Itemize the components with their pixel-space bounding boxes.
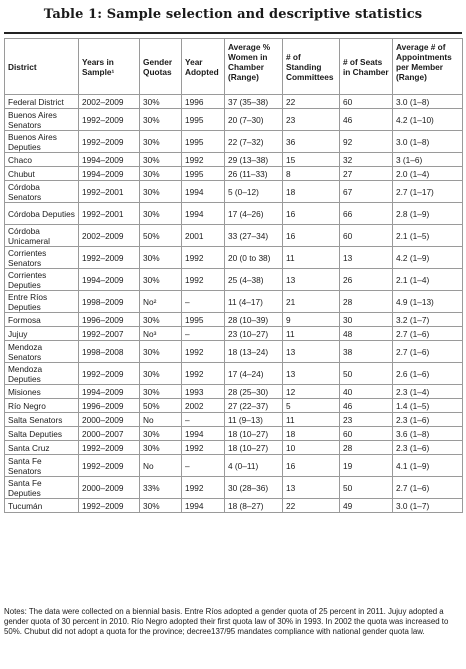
cell-district: Tucumán [5,499,79,513]
cell-years: 1992–2009 [79,499,140,513]
table-row [5,291,463,313]
cell-average-women: 28 (10–39) [225,313,283,327]
cell-years: 2000–2009 [79,477,140,499]
cell-gender-quota: 30% [140,131,182,153]
cell-years: 1996–2009 [79,313,140,327]
cell-seats: 60 [340,95,393,109]
cell-seats: 19 [340,455,393,477]
cell-year-adopted: 1992 [182,363,225,385]
cell-appointments: 3.0 (1–7) [393,499,463,513]
table-row [5,399,463,413]
table-row [5,313,463,327]
cell-gender-quota: 50% [140,399,182,413]
cell-district: Salta Deputies [5,427,79,441]
cell-committees: 16 [283,225,340,247]
cell-district: Buenos Aires Deputies [5,131,79,153]
cell-average-women: 17 (4–26) [225,203,283,225]
cell-year-adopted: – [182,291,225,313]
cell-seats: 60 [340,225,393,247]
cell-year-adopted: 1992 [182,477,225,499]
cell-committees: 13 [283,363,340,385]
table-row [5,269,463,291]
cell-average-women: 33 (27–34) [225,225,283,247]
cell-district: Jujuy [5,327,79,341]
cell-year-adopted: 1994 [182,181,225,203]
table-row [5,225,463,247]
cell-committees: 13 [283,269,340,291]
cell-seats: 49 [340,499,393,513]
cell-committees: 11 [283,413,340,427]
cell-gender-quota: No [140,413,182,427]
cell-seats: 50 [340,363,393,385]
cell-gender-quota: 30% [140,385,182,399]
cell-committees: 11 [283,327,340,341]
cell-district: Santa Fe Deputies [5,477,79,499]
cell-seats: 40 [340,385,393,399]
cell-seats: 13 [340,247,393,269]
table-row [5,247,463,269]
cell-average-women: 29 (13–38) [225,153,283,167]
cell-committees: 9 [283,313,340,327]
cell-gender-quota: 30% [140,181,182,203]
cell-committees: 8 [283,167,340,181]
cell-seats: 46 [340,399,393,413]
cell-years: 1992–2001 [79,181,140,203]
cell-seats: 27 [340,167,393,181]
table-row [5,153,463,167]
cell-appointments: 4.2 (1–9) [393,247,463,269]
cell-year-adopted: 1995 [182,313,225,327]
cell-committees: 18 [283,427,340,441]
cell-average-women: 18 (8–27) [225,499,283,513]
cell-years: 1992–2009 [79,363,140,385]
cell-years: 1992–2009 [79,131,140,153]
table-row [5,455,463,477]
cell-seats: 46 [340,109,393,131]
table-row [5,167,463,181]
cell-gender-quota: 30% [140,427,182,441]
cell-year-adopted: 1992 [182,153,225,167]
cell-appointments: 3.2 (1–7) [393,313,463,327]
cell-appointments: 3.0 (1–8) [393,131,463,153]
header-years: Years in Sample¹ [79,39,140,95]
table-row [5,131,463,153]
cell-years: 1994–2009 [79,167,140,181]
cell-committees: 10 [283,441,340,455]
cell-committees: 23 [283,109,340,131]
cell-appointments: 3.0 (1–8) [393,95,463,109]
cell-gender-quota: 30% [140,441,182,455]
header-year-adopted: Year Adopted [182,39,225,95]
table-row [5,441,463,455]
header-seats: # of Seats in Chamber [340,39,393,95]
cell-years: 1994–2009 [79,385,140,399]
cell-average-women: 22 (7–32) [225,131,283,153]
table-row [5,203,463,225]
cell-year-adopted: 2001 [182,225,225,247]
cell-seats: 48 [340,327,393,341]
cell-appointments: 4.1 (1–9) [393,455,463,477]
cell-average-women: 4 (0–11) [225,455,283,477]
cell-years: 1992–2009 [79,455,140,477]
cell-average-women: 18 (10–27) [225,441,283,455]
cell-gender-quota: 30% [140,341,182,363]
cell-district: Salta Senators [5,413,79,427]
table-notes [4,607,462,638]
cell-committees: 13 [283,341,340,363]
cell-appointments: 2.6 (1–6) [393,363,463,385]
cell-appointments: 4.2 (1–10) [393,109,463,131]
cell-district: Corrientes Deputies [5,269,79,291]
table-row [5,413,463,427]
cell-year-adopted: 1994 [182,203,225,225]
cell-gender-quota: No [140,455,182,477]
table-title: Table 1: Sample selection and descriptive statistics [43,7,423,22]
cell-appointments: 4.9 (1–13) [393,291,463,313]
table-row [5,385,463,399]
cell-appointments: 2.3 (1–6) [393,441,463,455]
cell-gender-quota: 30% [140,269,182,291]
cell-gender-quota: 30% [140,203,182,225]
cell-committees: 18 [283,181,340,203]
cell-seats: 67 [340,181,393,203]
cell-average-women: 20 (7–30) [225,109,283,131]
cell-years: 1992–2007 [79,327,140,341]
cell-appointments: 2.1 (1–5) [393,225,463,247]
table-row [5,499,463,513]
cell-district: Chubut [5,167,79,181]
cell-seats: 60 [340,427,393,441]
header-appointments: Average # of Appointments per Member (Range) [393,39,463,95]
header-gender-quotas: Gender Quotas [140,39,182,95]
cell-years: 2000–2007 [79,427,140,441]
cell-district: Corrientes Senators [5,247,79,269]
cell-average-women: 28 (25–30) [225,385,283,399]
cell-years: 1998–2009 [79,291,140,313]
cell-average-women: 37 (35–38) [225,95,283,109]
table-row [5,327,463,341]
cell-appointments: 1.4 (1–5) [393,399,463,413]
notes-text: Notes: The data were collected on a biennial basis. Entre Ríos adopted a gender quota of 25 percent in 2011. Jujuy adopted a gender quota of 30 percent in 2010. Río Negro adopted their first quota law of 30% in 1993. In 2002 the quota was increased to 50%. Chubut did not adopt a quota for the province; decree137/95 mandates compliance with national gender quota law. [4,607,449,637]
header-average-women: Average % Women in Chamber (Range) [225,39,283,95]
cell-committees: 16 [283,455,340,477]
cell-district: Formosa [5,313,79,327]
cell-appointments: 2.3 (1–6) [393,413,463,427]
cell-years: 1998–2008 [79,341,140,363]
cell-appointments: 2.7 (1–17) [393,181,463,203]
cell-seats: 92 [340,131,393,153]
cell-district: Chaco [5,153,79,167]
header-district: District [5,39,79,95]
cell-average-women: 27 (22–37) [225,399,283,413]
cell-district: Córdoba Deputies [5,203,79,225]
cell-committees: 12 [283,385,340,399]
cell-average-women: 18 (10–27) [225,427,283,441]
cell-seats: 26 [340,269,393,291]
cell-seats: 30 [340,313,393,327]
table-row [5,341,463,363]
cell-year-adopted: 1992 [182,341,225,363]
cell-gender-quota: 30% [140,153,182,167]
cell-district: Mendoza Senators [5,341,79,363]
cell-gender-quota: 30% [140,109,182,131]
cell-district: Córdoba Unicameral [5,225,79,247]
table-row [5,181,463,203]
cell-year-adopted: – [182,327,225,341]
top-rule [4,32,462,34]
cell-year-adopted: 1992 [182,247,225,269]
cell-committees: 16 [283,203,340,225]
cell-years: 1994–2009 [79,153,140,167]
cell-years: 2002–2009 [79,95,140,109]
cell-gender-quota: 30% [140,167,182,181]
cell-district: Río Negro [5,399,79,413]
table-row [5,477,463,499]
cell-years: 1992–2009 [79,441,140,455]
cell-committees: 22 [283,499,340,513]
cell-committees: 15 [283,153,340,167]
cell-gender-quota: 30% [140,499,182,513]
cell-appointments: 2.0 (1–4) [393,167,463,181]
cell-seats: 38 [340,341,393,363]
cell-gender-quota: 30% [140,95,182,109]
cell-committees: 36 [283,131,340,153]
cell-committees: 22 [283,95,340,109]
cell-years: 1992–2009 [79,247,140,269]
cell-years: 1994–2009 [79,269,140,291]
table-row [5,109,463,131]
cell-appointments: 2.1 (1–4) [393,269,463,291]
cell-gender-quota: No³ [140,327,182,341]
table-body [5,95,463,513]
cell-years: 1992–2001 [79,203,140,225]
cell-year-adopted: – [182,455,225,477]
cell-district: Santa Cruz [5,441,79,455]
cell-seats: 28 [340,441,393,455]
statistics-table [4,38,463,513]
cell-year-adopted: 1994 [182,427,225,441]
cell-year-adopted: 1996 [182,95,225,109]
cell-appointments: 2.3 (1–4) [393,385,463,399]
cell-average-women: 26 (11–33) [225,167,283,181]
cell-average-women: 23 (10–27) [225,327,283,341]
cell-years: 1996–2009 [79,399,140,413]
cell-seats: 66 [340,203,393,225]
cell-year-adopted: 1995 [182,109,225,131]
cell-district: Entre Ríos Deputies [5,291,79,313]
cell-year-adopted: 1994 [182,499,225,513]
table-header-row [5,39,463,95]
cell-district: Mendoza Deputies [5,363,79,385]
cell-committees: 11 [283,247,340,269]
cell-seats: 23 [340,413,393,427]
cell-appointments: 3.6 (1–8) [393,427,463,441]
cell-appointments: 3 (1–6) [393,153,463,167]
cell-year-adopted: 1995 [182,167,225,181]
cell-seats: 32 [340,153,393,167]
cell-average-women: 11 (4–17) [225,291,283,313]
cell-district: Buenos Aires Senators [5,109,79,131]
cell-average-women: 5 (0–12) [225,181,283,203]
cell-district: Santa Fe Senators [5,455,79,477]
cell-appointments: 2.8 (1–9) [393,203,463,225]
cell-district: Córdoba Senators [5,181,79,203]
cell-years: 2000–2009 [79,413,140,427]
header-committees: # of Standing Committees [283,39,340,95]
cell-district: Federal District [5,95,79,109]
cell-gender-quota: No² [140,291,182,313]
cell-gender-quota: 30% [140,313,182,327]
cell-seats: 28 [340,291,393,313]
table-row [5,363,463,385]
cell-years: 1992–2009 [79,109,140,131]
cell-average-women: 20 (0 to 38) [225,247,283,269]
cell-appointments: 2.7 (1–6) [393,477,463,499]
cell-gender-quota: 33% [140,477,182,499]
cell-average-women: 30 (28–36) [225,477,283,499]
cell-average-women: 18 (13–24) [225,341,283,363]
cell-year-adopted: 1993 [182,385,225,399]
cell-committees: 5 [283,399,340,413]
cell-average-women: 17 (4–24) [225,363,283,385]
cell-seats: 50 [340,477,393,499]
cell-average-women: 11 (9–13) [225,413,283,427]
cell-average-women: 25 (4–38) [225,269,283,291]
cell-years: 2002–2009 [79,225,140,247]
cell-appointments: 2.7 (1–6) [393,341,463,363]
cell-year-adopted: 1992 [182,269,225,291]
cell-appointments: 2.7 (1–6) [393,327,463,341]
cell-district: Misiones [5,385,79,399]
cell-gender-quota: 50% [140,225,182,247]
cell-year-adopted: – [182,413,225,427]
cell-year-adopted: 2002 [182,399,225,413]
cell-committees: 21 [283,291,340,313]
cell-year-adopted: 1995 [182,131,225,153]
cell-year-adopted: 1992 [182,441,225,455]
cell-gender-quota: 30% [140,363,182,385]
table-row [5,95,463,109]
cell-gender-quota: 30% [140,247,182,269]
cell-committees: 13 [283,477,340,499]
table-row [5,427,463,441]
